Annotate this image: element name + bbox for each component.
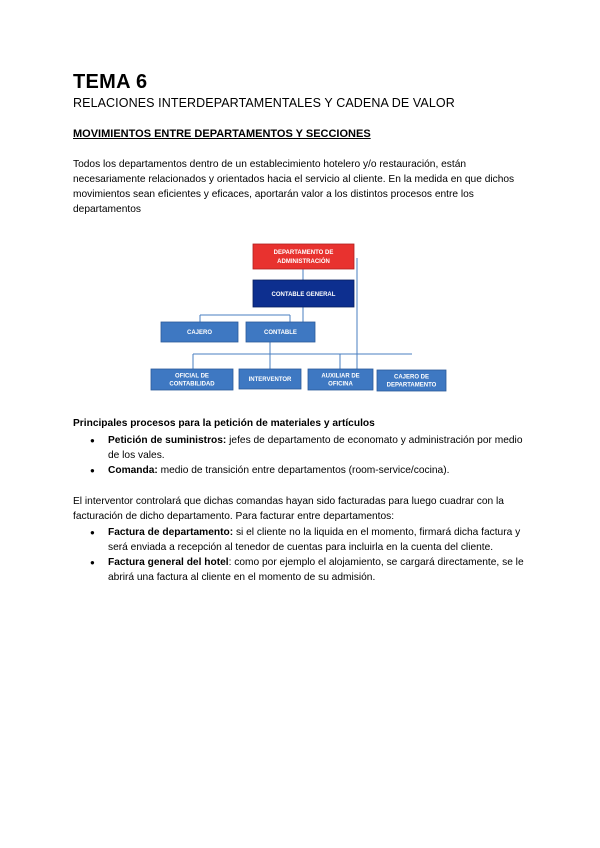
billing-term: Factura general del hotel [108, 557, 229, 568]
org-label-oficial-1: OFICIAL DE [175, 373, 209, 380]
page-subtitle: RELACIONES INTERDEPARTAMENTALES Y CADENA DE VALOR [73, 96, 455, 110]
org-label-cajero-departamento-1: CAJERO DE [393, 374, 430, 381]
page-title: TEMA 6 [73, 71, 148, 93]
org-label-interventor: INTERVENTOR [248, 377, 292, 383]
billing-text: si el cliente no la liquida en el momento, firmará dicha factura y será enviada a recepción al tenedor de cuentas para incluirla en la cuenta del cliente. [108, 527, 521, 553]
org-connectors [193, 258, 412, 370]
list-item [90, 525, 530, 555]
org-box-administracion [253, 244, 354, 269]
interventor-paragraph: El interventor controlará que dichas comandas hayan sido facturadas para luego cuadrar con la facturación de dicho departamento. Para facturar entre departamentos: [73, 496, 504, 522]
processes-heading: Principales procesos para la petición de materiales y artículos [73, 418, 375, 429]
section-heading: MOVIMIENTOS ENTRE DEPARTAMENTOS Y SECCIONES [73, 128, 371, 140]
org-label-auxiliar-2: OFICINA [328, 381, 353, 388]
org-label-contable: CONTABLE [264, 330, 297, 336]
org-label-auxiliar-1: AUXILIAR DE [321, 373, 360, 380]
list-item [90, 555, 530, 585]
process-text: medio de transición entre departamentos (room-service/cocina). [157, 465, 450, 476]
billing-text: : como por ejemplo el alojamiento, se cargará directamente, se le abrirá una factura al cliente en el momento de su admisión. [108, 557, 524, 583]
list-item [90, 433, 530, 463]
org-label-administracion-2: ADMINISTRACIÓN [277, 259, 330, 265]
org-label-administracion-1: DEPARTAMENTO DE [273, 250, 334, 256]
org-label-cajero: CAJERO [186, 330, 213, 336]
org-label-contable-general: CONTABLE GENERAL [271, 292, 336, 298]
billing-term: Factura de departamento: [108, 527, 234, 538]
process-text: jefes de departamento de economato y administración por medio de los vales. [108, 435, 523, 461]
process-term: Petición de suministros: [108, 435, 227, 446]
processes-list [90, 433, 530, 478]
intro-paragraph: Todos los departamentos dentro de un establecimiento hotelero y/o restauración, están necesariamente relacionados y orientados hacia el servicio al cliente. En la medida en que dichos movimientos sean eficientes y eficaces, aportarán valor a los distintos procesos entre los departamentos [73, 159, 515, 215]
list-item [90, 463, 530, 478]
process-term: Comanda: [108, 465, 158, 476]
org-label-oficial-2: CONTABILIDAD [169, 381, 215, 388]
org-label-cajero-departamento-2: DEPARTAMENTO [386, 382, 437, 389]
billing-list [90, 525, 530, 585]
